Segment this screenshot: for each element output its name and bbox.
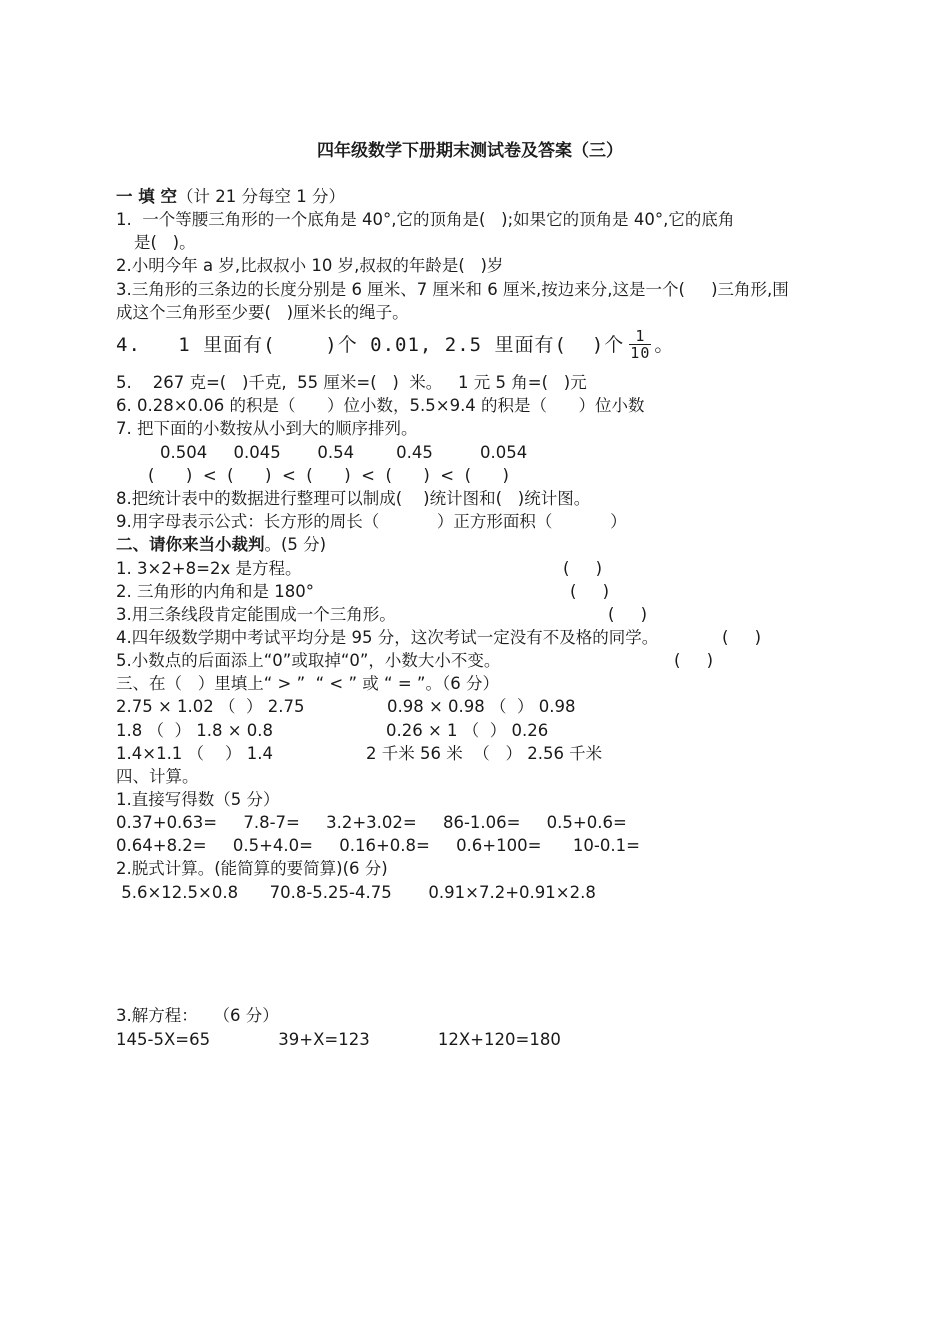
section-3-heading: 三、在（ ）里填上“ > ” “ < ” 或 “ = ”。（6 分） <box>116 674 499 693</box>
compare-row-1-right: 0.98 × 0.98 （ ） 0.98 <box>387 697 576 716</box>
equation-row: 145-5X=65 39+X=123 12X+120=180 <box>116 1030 561 1049</box>
judge-item-2-text: 2. 三角形的内角和是 180° <box>116 582 314 601</box>
section-2-header <box>116 534 326 556</box>
question-7-numbers: 0.504 0.045 0.54 0.45 0.054 <box>160 443 528 462</box>
compare-row-1-left: 2.75 × 1.02 （ ） 2.75 <box>116 697 305 716</box>
compare-row-3-left: 1.4×1.1 （ ） 1.4 <box>116 744 274 763</box>
calc-subheading-2: 2.脱式计算。(能简算的要简算)(6 分) <box>116 859 388 878</box>
question-8: 8.把统计表中的数据进行整理可以制成( )统计图和( )统计图。 <box>116 489 591 508</box>
section-2-heading: 二、请你来当小裁判 <box>116 535 265 554</box>
compare-row-2-right: 0.26 × 1 （ ） 0.26 <box>386 721 549 740</box>
judge-item-5-blank: ( ) <box>674 651 714 670</box>
judge-item-3-text: 3.用三条线段肯定能围成一个三角形。 <box>116 605 396 624</box>
section-1-heading: 一 填 空 <box>116 187 177 206</box>
calc-row-1: 0.37+0.63= 7.8-7= 3.2+3.02= 86-1.06= 0.5+0.6= <box>116 813 627 832</box>
fraction-one-tenth <box>628 328 652 361</box>
question-7: 7. 把下面的小数按从小到大的顺序排列。 <box>116 419 418 438</box>
question-4-line-2: 成这个三角形至少要( )厘米长的绳子。 <box>116 303 409 322</box>
question-4-text: 4. 1 里面有( )个 0.01, 2.5 里面有( )个 <box>116 333 625 356</box>
calc-row-3: 5.6×12.5×0.8 70.8-5.25-4.75 0.91×7.2+0.91×2.8 <box>116 883 596 902</box>
question-9: 9.用字母表示公式：长方形的周长（ ）正方形面积（ ） <box>116 512 627 531</box>
question-5: 5. 267 克=( )千克, 55 厘米=( ) 米。 1 元 5 角=( )元 <box>116 373 587 392</box>
question-1-line-1: 1. 一个等腰三角形的一个底角是 40°,它的顶角是( );如果它的顶角是 40°,它的底角 <box>116 210 735 229</box>
section-1-note: （计 21 分每空 1 分） <box>177 187 345 206</box>
fraction-numerator: 1 <box>635 327 646 345</box>
calc-row-2: 0.64+8.2= 0.5+4.0= 0.16+0.8= 0.6+100= 10-0.1= <box>116 836 640 855</box>
judge-item-4-blank: ( ) <box>722 628 762 647</box>
section-4-heading: 四、计算。 <box>116 767 199 786</box>
calc-subheading-3: 3.解方程： （6 分） <box>116 1006 279 1025</box>
question-6: 6. 0.28×0.06 的积是（ ）位小数，5.5×9.4 的积是（ ）位小数 <box>116 396 645 415</box>
compare-row-2-left: 1.8 （ ） 1.8 × 0.8 <box>116 721 274 740</box>
question-7-blanks: ( ) < ( ) < ( ) < ( ) < ( ) <box>148 466 509 485</box>
judge-item-4-text: 4.四年级数学期中考试平均分是 95 分，这次考试一定没有不及格的同学。 <box>116 628 659 647</box>
judge-item-1-blank: ( ) <box>563 559 603 578</box>
judge-item-5-text: 5.小数点的后面添上“0”或取掉“0”，小数大小不变。 <box>116 651 501 670</box>
section-1-header <box>116 186 345 208</box>
judge-item-3-blank: ( ) <box>608 605 648 624</box>
compare-row-3-right: 2 千米 56 米 （ ） 2.56 千米 <box>366 744 603 763</box>
question-4-end: 。 <box>654 333 675 356</box>
judge-item-1-text: 1. 3×2+8=2x 是方程。 <box>116 559 302 578</box>
question-4 <box>116 328 674 361</box>
question-3-line-1: 3.三角形的三条边的长度分别是 6 厘米、7 厘米和 6 厘米,按边来分,这是一个( )三角形,围 <box>116 280 789 299</box>
question-1-line-2: 是( )。 <box>134 233 196 252</box>
calc-subheading-1: 1.直接写得数（5 分） <box>116 790 280 809</box>
fraction-denominator: 10 <box>630 344 651 362</box>
page-title: 四年级数学下册期末测试卷及答案（三） <box>317 141 623 161</box>
section-2-note: 。(5 分) <box>264 535 327 554</box>
question-2: 2.小明今年 a 岁,比叔叔小 10 岁,叔叔的年龄是( )岁 <box>116 256 504 275</box>
judge-item-2-blank: ( ) <box>570 582 610 601</box>
